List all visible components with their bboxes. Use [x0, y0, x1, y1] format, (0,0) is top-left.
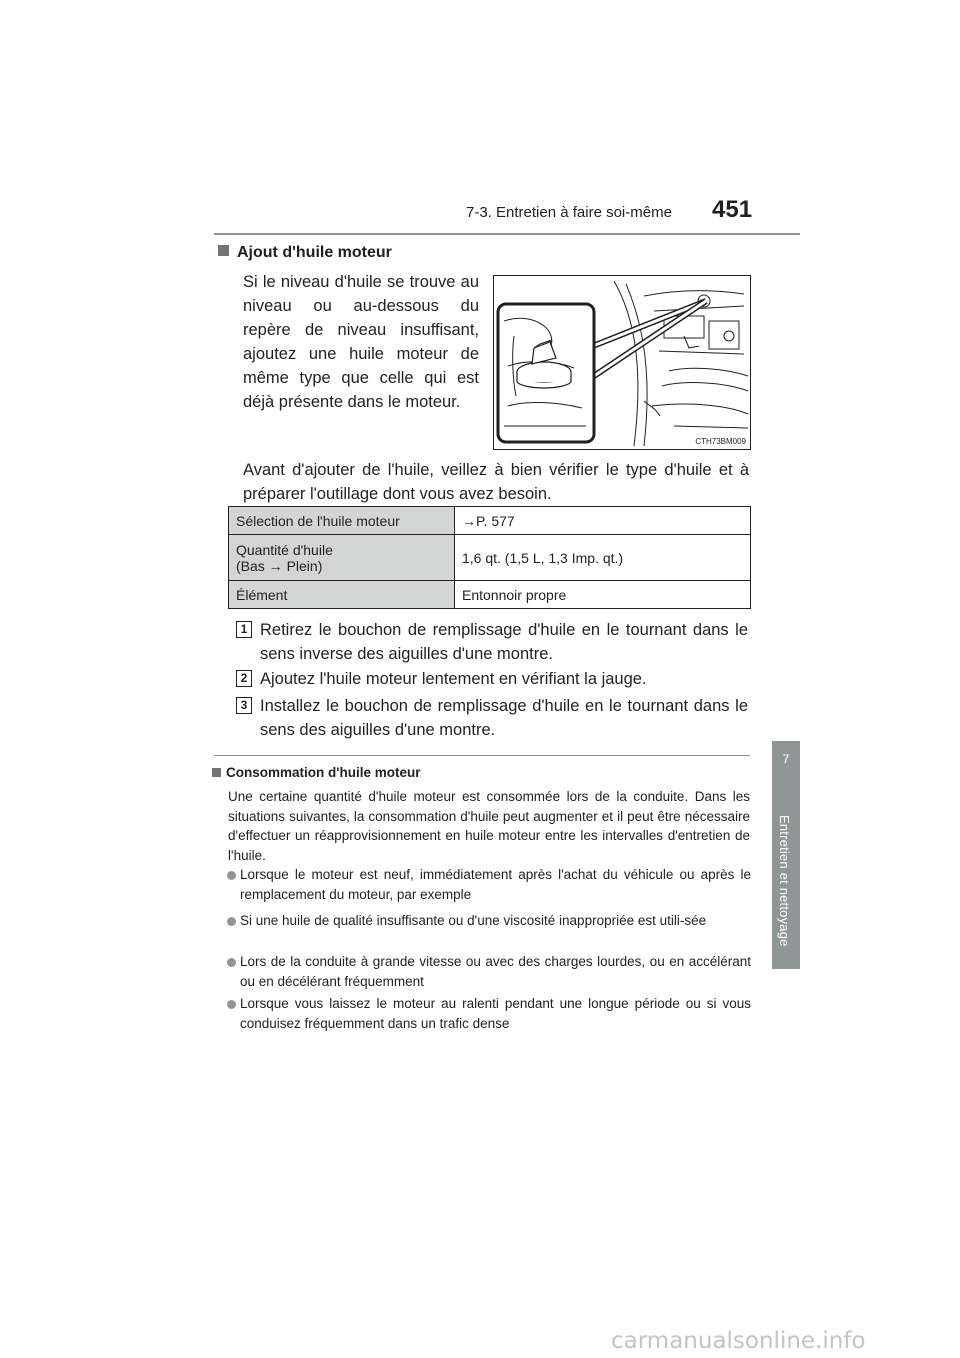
oil-specs-table: [228, 506, 751, 609]
list-item: Lorsque vous laissez le moteur au ralenti pendant une longue période ou si vous conduisez fréquemment dans un trafic dense: [240, 996, 751, 1031]
figure-code: CTH73BM009: [695, 437, 746, 446]
square-bullet-icon: [218, 245, 229, 256]
table-label-cell: [229, 535, 455, 581]
bullet-icon: [227, 871, 236, 880]
table-row: [229, 535, 751, 581]
preparation-paragraph: Avant d'ajouter de l'huile, veillez à bien vérifier le type d'huile et à préparer l'outillage dont vous avez besoin.: [243, 461, 749, 503]
watermark-text: carmanualsonline.info: [611, 1328, 866, 1354]
list-item: Lorsque le moteur est neuf, immédiatement après l'achat du véhicule ou après le remplacement du moteur, par exemple: [240, 867, 751, 902]
step-text-1: Retirez le bouchon de remplissage d'huile en le tournant dans le sens inverse des aiguilles d'une montre.: [260, 621, 748, 663]
table-label-line: Quantité d'huile: [236, 541, 333, 558]
table-row: [229, 581, 751, 609]
step-number-3: 3: [236, 697, 252, 714]
table-value-cell: Entonnoir propre: [455, 581, 751, 609]
subsection-heading-text: Consommation d'huile moteur: [226, 765, 421, 780]
step-text-2: Ajoutez l'huile moteur lentement en vérifiant la jauge.: [260, 670, 647, 688]
list-item: Lors de la conduite à grande vitesse ou avec des charges lourdes, ou en accélérant ou en décélérant fréquemment: [240, 954, 751, 989]
table-value-link[interactable]: →P. 577: [455, 507, 751, 535]
table-label-line: (Bas → Plein): [236, 557, 323, 574]
chapter-label: Entretien et nettoyage: [777, 815, 792, 947]
intro-paragraph: Si le niveau d'huile se trouve au niveau ou au-dessous du repère de niveau insuffisant, ajoutez une huile moteur de même type que celle qui est déjà présente dans le moteur.: [243, 273, 479, 411]
section-heading-text: Ajout d'huile moteur: [237, 244, 392, 261]
table-row: [229, 507, 751, 535]
square-bullet-icon: [212, 768, 221, 777]
list-item: Si une huile de qualité insuffisante ou d'une viscosité inappropriée est utili-sée: [240, 913, 707, 928]
table-label-cell: Sélection de l'huile moteur: [229, 507, 455, 535]
subsection-heading: [212, 765, 420, 780]
engine-oil-cap-illustration: [493, 275, 751, 450]
engine-bay-drawing: [494, 276, 750, 449]
header-divider: [214, 233, 800, 235]
bullet-icon: [227, 958, 236, 967]
consumption-paragraph: Une certaine quantité d'huile moteur est consommée lors de la conduite. Dans les situations suivantes, la consommation d'huile peut augmenter et il peut être nécessaire d'effectuer un réapprovisionnement en huile moteur entre les intervalles d'entretien de l'huile.: [228, 789, 750, 863]
bullet-icon: [227, 1000, 236, 1009]
step-number-1: 1: [236, 621, 252, 638]
section-heading: [218, 244, 392, 262]
step-number-2: 2: [236, 670, 252, 687]
section-divider: [214, 755, 750, 756]
page-number: 451: [712, 196, 753, 223]
step-text-3: Installez le bouchon de remplissage d'huile en le tournant dans le sens des aiguilles d'une montre.: [260, 697, 748, 739]
running-header-section: 7-3. Entretien à faire soi-même: [466, 204, 672, 221]
chapter-number: 7: [782, 752, 790, 766]
bullet-icon: [227, 917, 236, 926]
table-value-cell: 1,6 qt. (1,5 L, 1,3 Imp. qt.): [455, 535, 751, 581]
table-label-cell: Élément: [229, 581, 455, 609]
